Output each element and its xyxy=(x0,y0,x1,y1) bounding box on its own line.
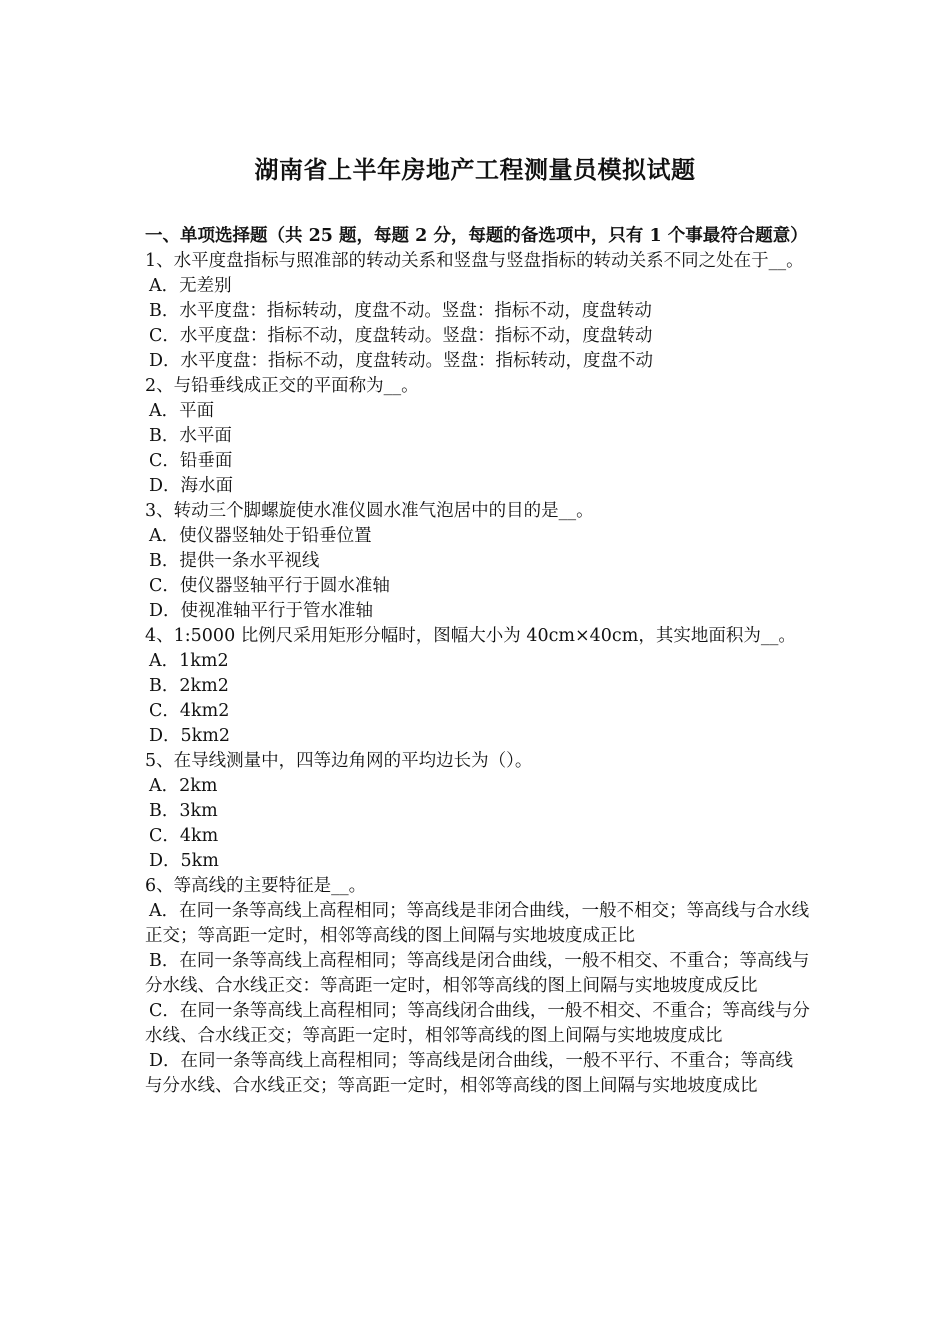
question-1 xyxy=(145,249,810,374)
option-d: D．5km2 xyxy=(149,726,230,746)
option-d: D．在同一条等高线上高程相同；等高线是闭合曲线，一般不平行、不重合；等高线与分水线、合水线正交；等高距一定时，相邻等高线的图上间隔与实地坡度成比 xyxy=(145,1051,794,1096)
document-title: 湖南省上半年房地产工程测量员模拟试题 xyxy=(254,155,696,184)
question-3 xyxy=(145,499,810,624)
option-a: A．无差别 xyxy=(149,276,232,296)
option-b: B．水平度盘：指标转动，度盘不动。竖盘：指标不动，度盘转动 xyxy=(149,301,652,321)
option-b: B．2km2 xyxy=(149,676,229,696)
question-stem: 2、与铅垂线成正交的平面称为__。 xyxy=(145,376,419,396)
option-c: C．4km xyxy=(149,826,219,846)
question-4 xyxy=(145,624,810,749)
question-stem: 1、水平度盘指标与照准部的转动关系和竖盘与竖盘指标的转动关系不同之处在于__。 xyxy=(145,251,804,271)
question-stem: 4、1:5000 比例尺采用矩形分幅时，图幅大小为 40cm×40cm，其实地面积为__。 xyxy=(145,626,796,646)
option-d: D．水平度盘：指标不动，度盘转动。竖盘：指标转动，度盘不动 xyxy=(149,351,654,371)
option-a: A．1km2 xyxy=(149,651,229,671)
option-a: A．使仪器竖轴处于铅垂位置 xyxy=(149,526,372,546)
option-d: D．5km xyxy=(149,851,219,871)
option-c: C．铅垂面 xyxy=(149,451,233,471)
option-c: C．使仪器竖轴平行于圆水准轴 xyxy=(149,576,390,596)
option-d: D．使视准轴平行于管水准轴 xyxy=(149,601,374,621)
option-b: B．提供一条水平视线 xyxy=(149,551,320,571)
option-d: D．海水面 xyxy=(149,476,234,496)
option-b: B．在同一条等高线上高程相同；等高线是闭合曲线，一般不相交、不重合；等高线与分水线、合水线正交：等高距一定时，相邻等高线的图上间隔与实地坡度成反比 xyxy=(145,951,810,996)
option-a: A．2km xyxy=(149,776,218,796)
option-b: B．3km xyxy=(149,801,218,821)
question-5 xyxy=(145,749,810,874)
question-stem: 3、转动三个脚螺旋使水准仪圆水准气泡居中的目的是__。 xyxy=(145,501,594,521)
option-a: A．平面 xyxy=(149,401,215,421)
document-body xyxy=(145,224,810,1099)
option-c: C．在同一条等高线上高程相同；等高线闭合曲线，一般不相交、不重合；等高线与分水线、合水线正交；等高距一定时，相邻等高线的图上间隔与实地坡度成比 xyxy=(145,1001,810,1046)
option-a: A．在同一条等高线上高程相同；等高线是非闭合曲线，一般不相交；等高线与合水线正交；等高距一定时，相邻等高线的图上间隔与实地坡度成正比 xyxy=(145,901,810,946)
question-stem: 6、等高线的主要特征是__。 xyxy=(145,876,367,896)
option-b: B．水平面 xyxy=(149,426,232,446)
section-heading: 一、单项选择题（共 25 题，每题 2 分，每题的备选项中，只有 1 个事最符合题意） xyxy=(145,226,808,246)
question-stem: 5、在导线测量中，四等边角网的平均边长为（）。 xyxy=(145,751,533,771)
option-c: C．水平度盘：指标不动，度盘转动。竖盘：指标不动，度盘转动 xyxy=(149,326,653,346)
option-c: C．4km2 xyxy=(149,701,230,721)
question-2 xyxy=(145,374,810,499)
question-6 xyxy=(145,874,810,1099)
